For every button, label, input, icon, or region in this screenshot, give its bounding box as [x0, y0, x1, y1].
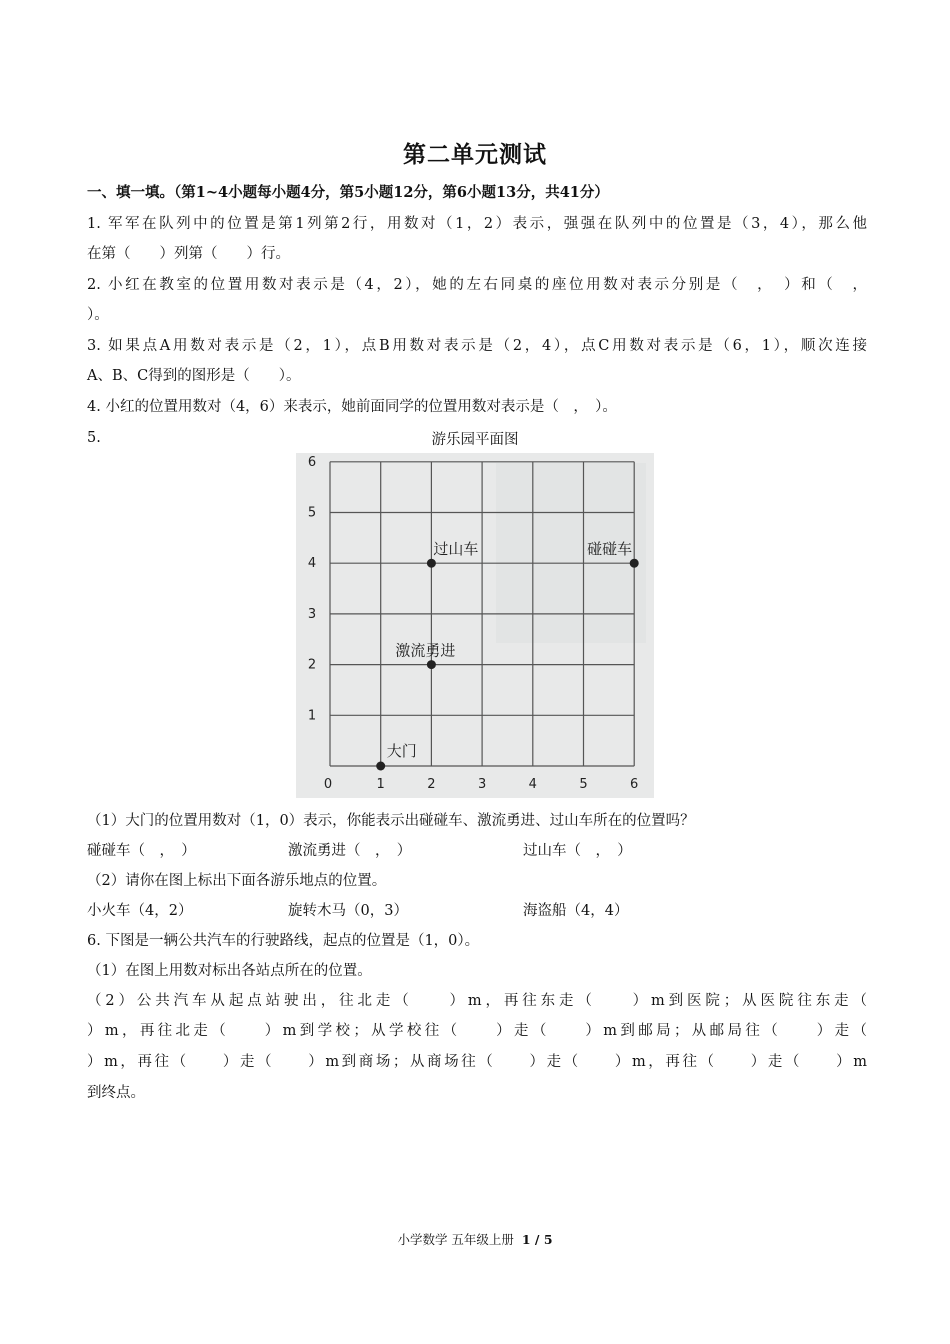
x-tick-label: 5 [579, 777, 588, 792]
footer-page-number: 1 / 5 [521, 1232, 553, 1247]
location-label: 激流勇进 [395, 641, 456, 660]
amusement-park-map [296, 453, 654, 798]
x-tick-label: 4 [528, 777, 537, 792]
section-heading: 一、填一填。（第1~4小题每小题4分，第5小题12分，第6小题13分，共41分） [87, 184, 609, 201]
location-label: 大门 [386, 742, 417, 760]
page-title: 第二单元测试 [403, 141, 547, 168]
location-point [376, 762, 385, 771]
location-point [630, 559, 639, 568]
answer-bumper-cars: 碰碰车（ ， ） [87, 843, 196, 859]
question-3-line-1: 3. 如果点A用数对表示是（2，1），点B用数对表示是（2，4），点C用数对表示是（6，1），顺次连接 [87, 338, 867, 354]
location-label: 碰碰车 [587, 540, 633, 559]
x-tick-label: 3 [477, 777, 487, 792]
question-6-line-4: ）m，再往北走（ ）m到学校；从学校往（ ）走（ ）m到邮局；从邮局往（ ）走（ [87, 1023, 867, 1039]
question-6-line-1: 6. 下图是一辆公共汽车的行驶路线，起点的位置是（1，0）。 [87, 933, 480, 949]
question-6-line-2: （1）在图上用数对标出各站点所在的位置。 [87, 963, 372, 979]
grid-plot [296, 453, 654, 798]
question-3-line-2: A、B、C得到的图形是（ ）。 [87, 368, 301, 384]
y-tick-label: 6 [307, 454, 317, 470]
y-tick-label: 2 [307, 657, 317, 673]
question-6-line-5: ）m，再往（ ）走（ ）m到商场；从商场往（ ）走（ ）m，再往（ ）走（ ）m [87, 1054, 867, 1070]
x-tick-label: 2 [427, 777, 436, 792]
y-tick-label: 1 [307, 708, 317, 724]
question-2-line-1: 2. 小红在教室的位置用数对表示是（4，2），她的左右同桌的座位用数对表示分别是（ ， ）和（ ， [87, 277, 867, 293]
question-2-line-2: ）。 [87, 307, 109, 323]
item-small-train: 小火车（4，2） [87, 903, 193, 919]
y-tick-label: 5 [307, 505, 317, 521]
y-tick-label: 4 [307, 556, 317, 572]
answer-rapids: 激流勇进（ ， ） [288, 843, 412, 859]
location-label: 过山车 [433, 540, 479, 559]
question-6-line-3: （2）公共汽车从起点站驶出，往北走（ ）m，再往东走（ ）m到医院；从医院往东走（ [87, 993, 867, 1009]
question-1-line-2: 在第（ ）列第（ ）行。 [87, 246, 290, 262]
x-tick-label: 0 [323, 777, 333, 792]
location-point [427, 660, 436, 669]
location-point [427, 559, 436, 568]
page-footer [0, 1230, 950, 1248]
x-tick-label: 1 [376, 777, 385, 792]
question-5-sub-2: （2）请你在图上标出下面各游乐地点的位置。 [87, 873, 387, 889]
question-4-line-1: 4. 小红的位置用数对（4，6）来表示，她前面同学的位置用数对表示是（ ， ）。 [87, 399, 617, 415]
question-6-line-6: 到终点。 [87, 1085, 145, 1101]
footer-text: 小学数学 五年级上册 [397, 1232, 514, 1247]
question-5-number: 5. [87, 430, 101, 446]
item-pirate-ship: 海盗船（4，4） [523, 903, 629, 919]
figure-caption: 游乐园平面图 [431, 432, 519, 448]
item-carousel: 旋转木马（0，3） [288, 903, 408, 919]
x-tick-label: 6 [630, 777, 639, 792]
y-tick-label: 3 [307, 606, 317, 622]
question-5-sub-1: （1）大门的位置用数对（1，0）表示，你能表示出碰碰车、激流勇进、过山车所在的位置吗？ [87, 813, 695, 829]
question-1-line-1: 1. 军军在队列中的位置是第1列第2行，用数对（1，2）表示，强强在队列中的位置是（3，4），那么他 [87, 216, 867, 232]
answer-roller-coaster: 过山车（ ， ） [523, 843, 632, 859]
